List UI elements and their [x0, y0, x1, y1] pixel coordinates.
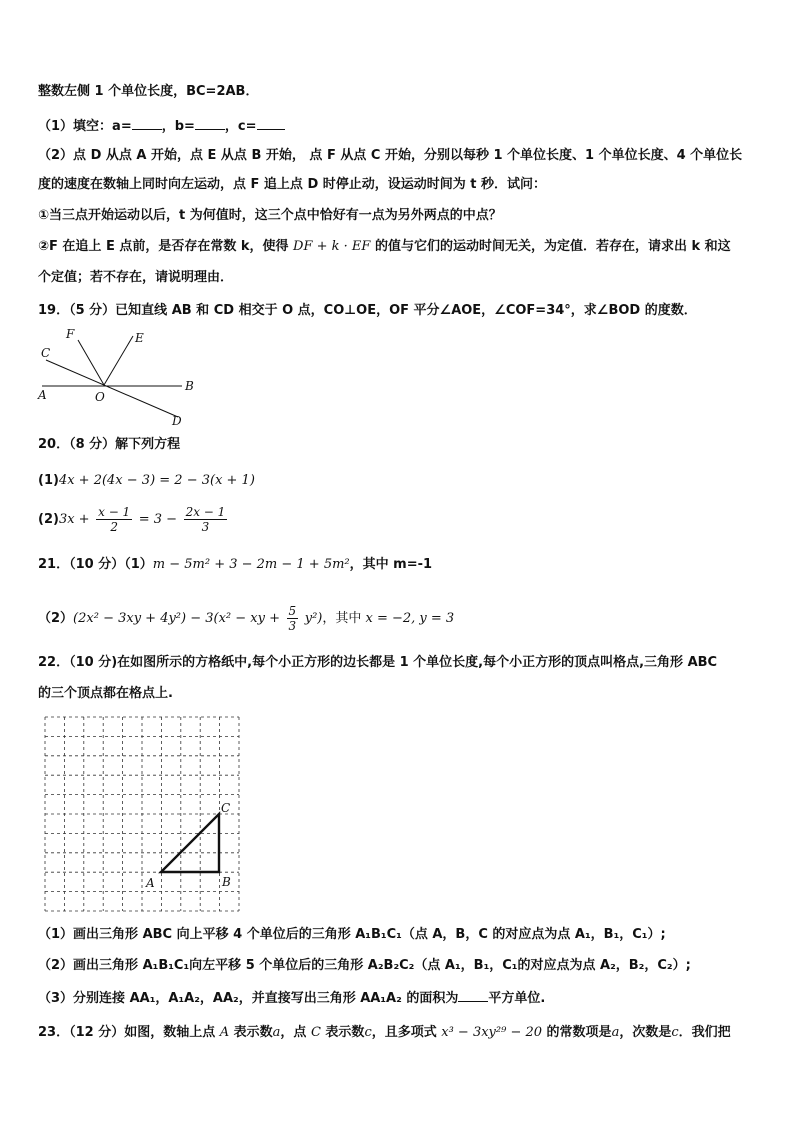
- q19-text: 19．（5 分）已知直线 AB 和 CD 相交于 O 点，CO⊥OE，OF 平分∠AOE，∠COF=34°，求∠BOD 的度数．: [38, 303, 697, 318]
- q23-text: 23．（12 分）如图，数轴上点 A 表示数a，点 C 表示数c，且多项式 x³ − 3xy²⁹ − 20 的常数项是a，次数是c．我们把: [38, 1025, 731, 1040]
- q22-sub1: （1）画出三角形 ABC 向上平移 4 个单位后的三角形 A₁B₁C₁（点 A，B，C 的对应点为点 A₁，B₁，C₁）;: [38, 927, 666, 942]
- q22-sub3: （3）分别连接 AA₁，A₁A₂，AA₂，并直接写出三角形 AA₁A₂ 的面积为 平方单位.: [38, 988, 545, 1008]
- q18-line5: ①当三点开始运动以后，t 为何值时，这三个点中恰好有一点为另外两点的中点？: [38, 208, 502, 223]
- q20-eq1: (1)4x + 2(4x − 3) = 2 − 3(x + 1): [38, 473, 255, 488]
- q21-part1: 21．（10 分）（1）m − 5m² + 3 − 2m − 1 + 5m²，其中 m=-1: [38, 557, 433, 572]
- label-c: C: [221, 801, 231, 815]
- q18-line6: ②F 在追上 E 点前，是否存在常数 k，使得 DF + k · EF 的值与它们的运动时间无关，为定值．若存在，请求出 k 和这: [38, 239, 731, 254]
- blank-a[interactable]: [132, 116, 162, 130]
- label-f: F: [66, 327, 75, 341]
- ray-of: [78, 340, 104, 385]
- blank-area[interactable]: [458, 988, 488, 1002]
- label-b: B: [185, 379, 194, 393]
- blank-b[interactable]: [195, 116, 225, 130]
- q20-title: 20．（8 分）解下列方程: [38, 437, 181, 452]
- q19-line-diagram: [30, 325, 200, 430]
- label-b: B: [222, 875, 231, 889]
- label-a: A: [146, 876, 155, 890]
- fraction: $\frac{5}{3}$: [288, 604, 297, 633]
- q18-line1: 整数左侧 1 个单位长度，BC=2AB．: [38, 84, 259, 99]
- q22-grid-paper: [36, 710, 251, 920]
- line-cd: [46, 360, 178, 417]
- label-a: A: [38, 388, 47, 402]
- q18-line4: 度的速度在数轴上同时向左运动，点 F 追上点 D 时停止动，设运动时间为 t 秒．试问：: [38, 177, 547, 192]
- triangle-abc: [161, 814, 219, 872]
- q18-line3: （2）点 D 从点 A 开始，点 E 从点 B 开始， 点 F 从点 C 开始，分别以每秒 1 个单位长度、1 个单位长度、4 个单位长: [38, 148, 743, 163]
- ray-oe: [104, 336, 133, 385]
- q21-part2: （2）(2x² − 3xy + 4y²) − 3(x² − xy + $\frac{5}{3}$ y²)，其中 x = −2, y = 3: [38, 604, 455, 633]
- q22-line2: 的三个顶点都在格点上.: [38, 686, 173, 701]
- q20-eq2: (2)3x + $\frac{x - 1}{2}$ = 3 − $\frac{2x - 1}{3}$: [38, 505, 226, 534]
- label-o: O: [95, 390, 105, 404]
- blank-c[interactable]: [257, 116, 285, 130]
- q22-line1: 22．（10 分)在如图所示的方格纸中,每个小正方形的边长都是 1 个单位长度,每个小正方形的顶点叫格点,三角形 ABC: [38, 655, 718, 670]
- grid-lines: [45, 717, 239, 911]
- fraction: $\frac{x - 1}{2}$: [98, 505, 131, 534]
- fraction: $\frac{2x - 1}{3}$: [185, 505, 226, 534]
- q18-line7: 个定值；若不存在，请说明理由．: [38, 270, 234, 285]
- label-e: E: [135, 331, 144, 345]
- q22-sub2: （2）画出三角形 A₁B₁C₁向左平移 5 个单位后的三角形 A₂B₂C₂（点 A₁，B₁，C₁的对应点为点 A₂，B₂，C₂）;: [38, 958, 691, 973]
- label-d: D: [172, 414, 182, 428]
- label-c: C: [41, 346, 51, 360]
- q18-fill-blanks: （1）填空：a= ，b= ，c=: [38, 116, 285, 136]
